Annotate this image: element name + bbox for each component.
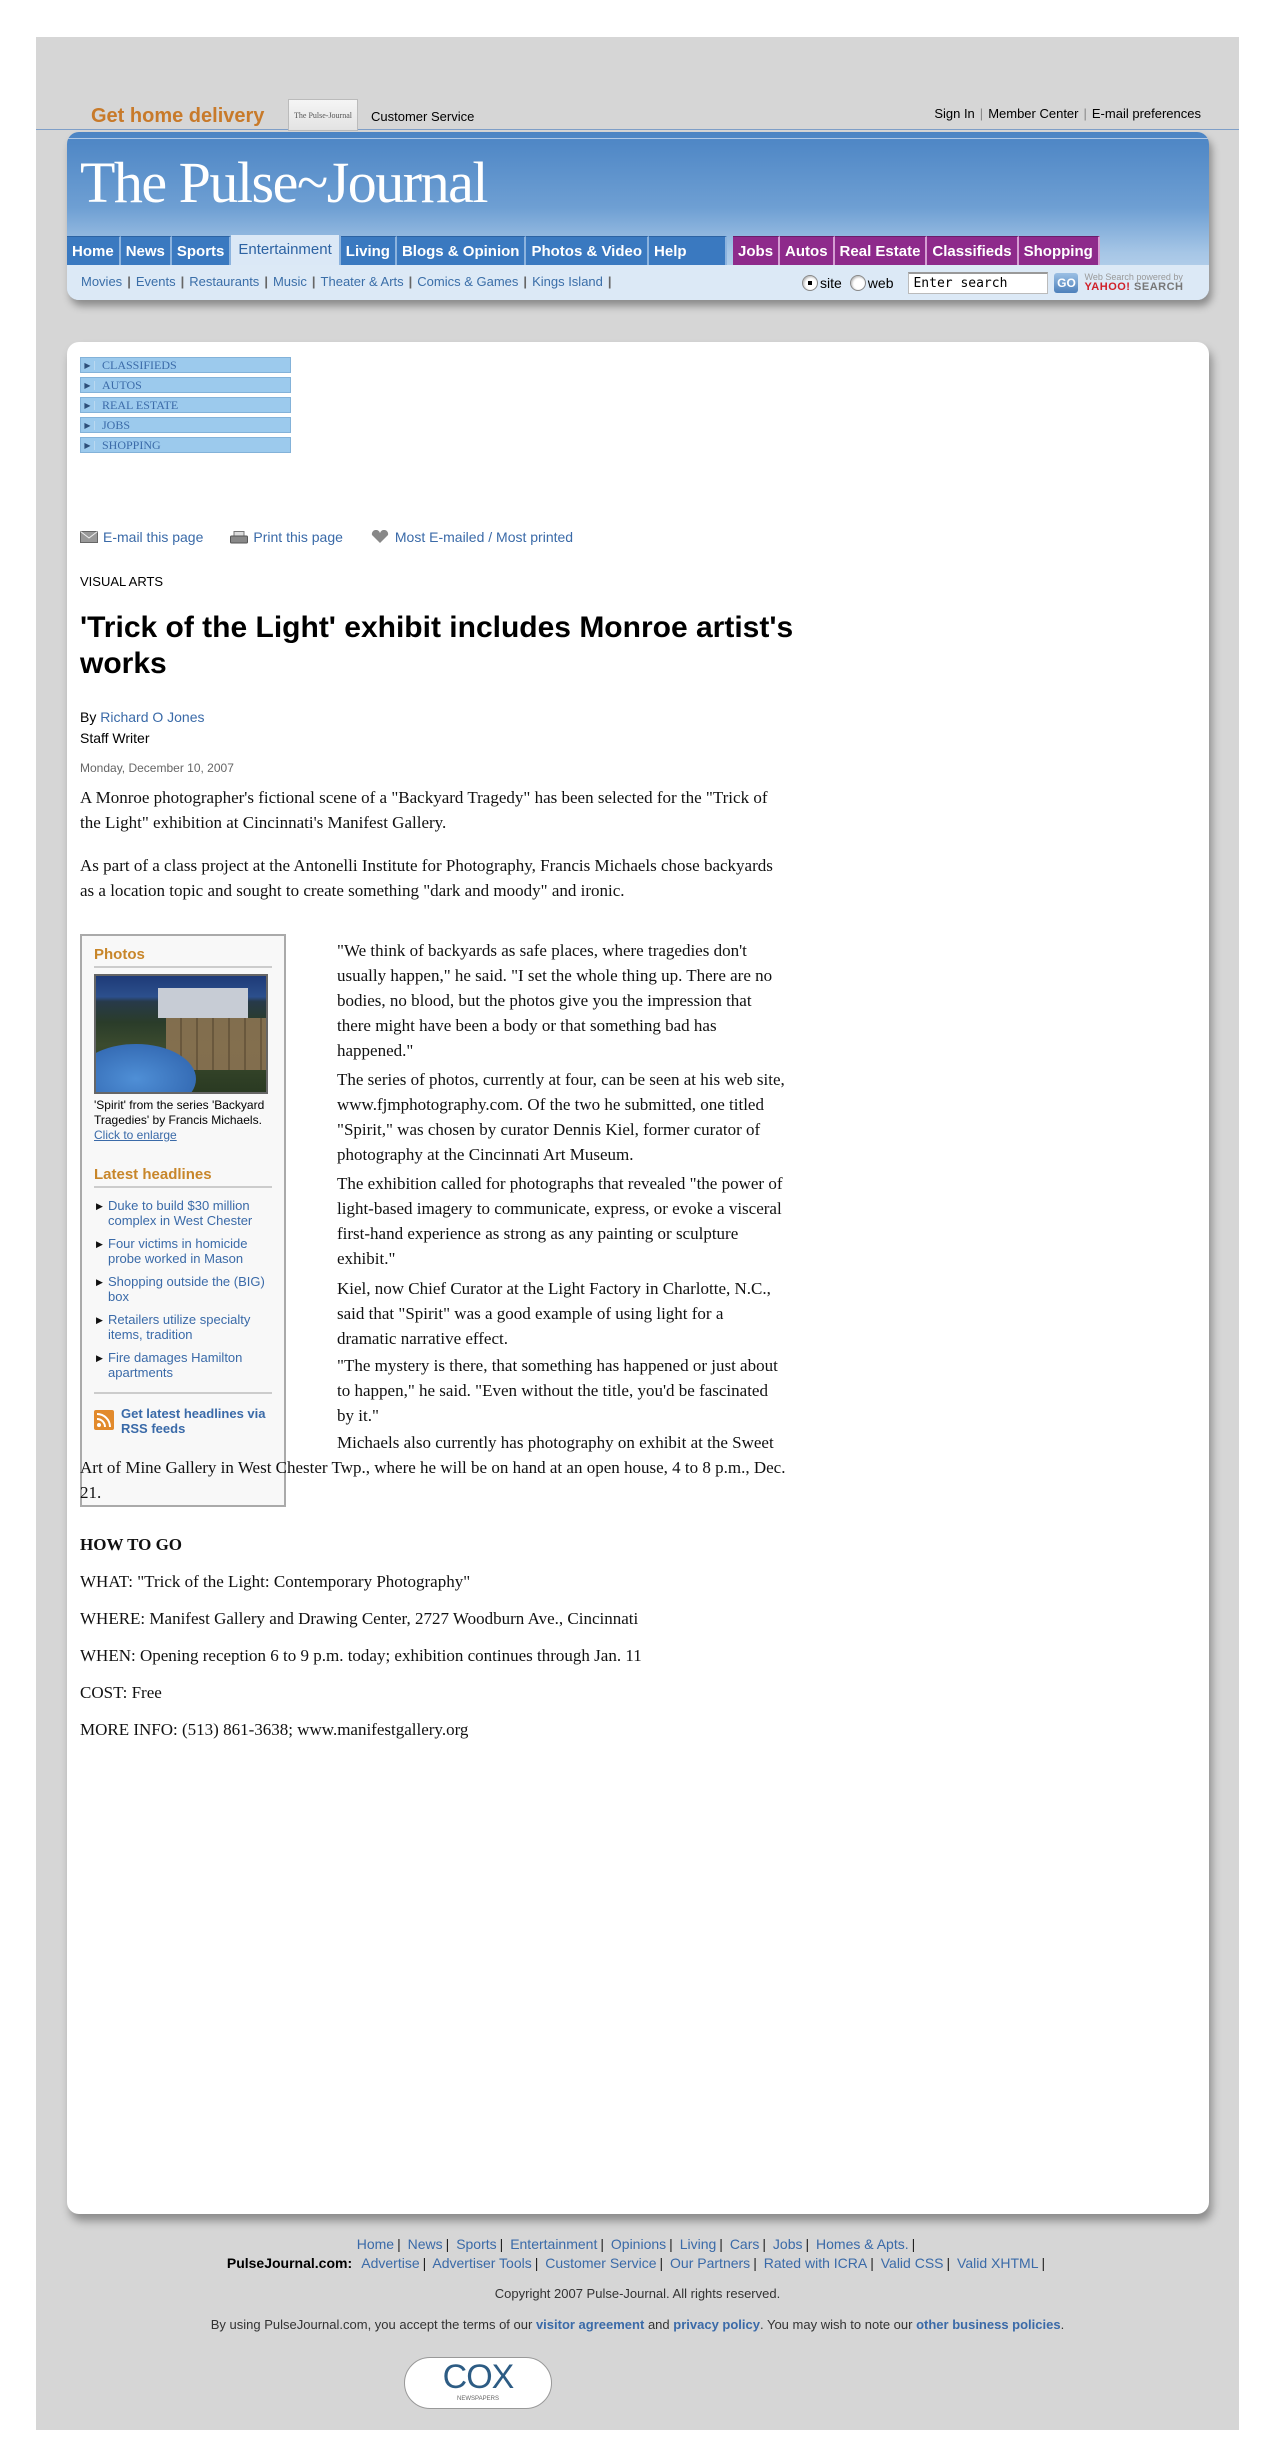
article-paragraph: The exhibition called for photographs that revealed "the power of light-based imagery to communicate, express, or evoke a visceral first-hand experience as strong as any painting or sculpture exhibit." — [337, 1174, 783, 1268]
article-sidebar — [80, 934, 286, 1507]
footer-row-sections: Home | News | Sports | Entertainment | Opinions | Living | Cars | Jobs | Homes & Apts. | — [356, 2236, 916, 2252]
rss-icon — [94, 1410, 114, 1430]
jobs-menu-item[interactable] — [80, 417, 291, 433]
nav-tab-blogs-opinion[interactable]: Blogs & Opinion — [397, 236, 527, 265]
article-date: Monday, December 10, 2007 — [80, 761, 234, 775]
cox-newspapers-logo[interactable] — [404, 2357, 552, 2409]
footer-link-customer-service[interactable]: Customer Service — [545, 2255, 657, 2271]
how-to-go-heading: HOW TO GO — [80, 1535, 183, 1554]
terms-text — [0, 2317, 1275, 2332]
article-tools — [80, 529, 600, 545]
search-input[interactable] — [908, 272, 1048, 294]
bullet-arrow-icon: ▶ — [96, 1277, 103, 1287]
bullet-arrow-icon: ▶ — [96, 1353, 103, 1363]
arrow-right-icon: ▶ — [81, 441, 95, 450]
subnav-theater-arts[interactable]: Theater & Arts — [320, 274, 404, 289]
yahoo-search-text: SEARCH — [1134, 281, 1184, 293]
page-frame — [36, 37, 1239, 2430]
terms-middle: . You may wish to note our — [759, 2317, 913, 2332]
menu-label: JOBS — [102, 417, 131, 432]
footer-link-living[interactable]: Living — [679, 2236, 717, 2252]
subnav-kings-island[interactable]: Kings Island — [532, 274, 603, 289]
footer-link-entertainment[interactable]: Entertainment — [510, 2236, 598, 2252]
article-paragraph: As part of a class project at the Antonelli Institute for Photography, Francis Michaels chose backyards as a location topic and sought to create something "dark and moody" and ironic. — [80, 856, 773, 900]
footer-link-cars[interactable]: Cars — [729, 2236, 760, 2252]
nav-tab-real-estate[interactable]: Real Estate — [835, 236, 928, 265]
envelope-icon — [80, 531, 98, 543]
subnav-music[interactable]: Music — [272, 274, 307, 289]
nav-tab-jobs[interactable]: Jobs — [733, 236, 780, 265]
how-to-go-more-info: MORE INFO: (513) 861-3638; www.manifestgallery.org — [80, 1720, 469, 1739]
powered-by-text: Web Search powered by — [1084, 272, 1183, 282]
footer-link-advertise[interactable]: Advertise — [361, 2255, 420, 2271]
nav-tab-shopping[interactable]: Shopping — [1019, 236, 1100, 265]
headline-item[interactable] — [94, 1236, 272, 1266]
photo-caption — [94, 1098, 272, 1143]
nav-tab-news[interactable]: News — [121, 236, 172, 265]
article-photo[interactable] — [94, 974, 268, 1094]
headline-link[interactable]: Retailers utilize specialty items, tradition — [108, 1312, 251, 1342]
arrow-right-icon: ▶ — [81, 361, 95, 370]
footer-link-our-partners[interactable]: Our Partners — [670, 2255, 751, 2271]
site-header — [67, 132, 1209, 300]
nav-tab-help[interactable]: Help — [649, 236, 727, 265]
email-page-link[interactable] — [80, 529, 203, 545]
enlarge-photo-link[interactable]: Click to enlarge — [94, 1128, 177, 1142]
newspaper-thumbnail[interactable]: The Pulse-Journal — [288, 99, 358, 131]
real-estate-menu-item[interactable] — [80, 397, 291, 413]
by-prefix: By — [80, 709, 97, 725]
sign-in-link[interactable]: Sign In — [934, 106, 975, 121]
footer-link-advertiser-tools[interactable]: Advertiser Tools — [432, 2255, 532, 2271]
sidebar-divider — [94, 1392, 272, 1394]
search-scope-web-radio[interactable] — [850, 275, 866, 291]
footer-link-home[interactable]: Home — [356, 2236, 395, 2252]
headline-link[interactable]: Four victims in homicide probe worked in Mason — [108, 1236, 248, 1266]
caption-text: 'Spirit' from the series 'Backyard Tragedies' by Francis Michaels. — [94, 1098, 265, 1127]
menu-label: SHOPPING — [102, 437, 161, 452]
classifieds-menu-item[interactable] — [80, 357, 291, 373]
byline — [80, 707, 205, 749]
footer-row-site: PulseJournal.com: Advertise | Advertiser Tools | Customer Service | Our Partners | Rated with ICRA | Valid CSS | Valid XHTML | — [226, 2255, 1046, 2271]
nav-tab-home[interactable]: Home — [67, 236, 121, 265]
search-form — [802, 271, 1184, 295]
how-to-go-when: WHEN: Opening reception 6 to 9 p.m. today; exhibition continues through Jan. 11 — [80, 1646, 642, 1665]
privacy-policy-link[interactable]: privacy policy — [673, 2317, 760, 2332]
yahoo-brand: YAHOO! — [1084, 281, 1131, 293]
footer-link-valid-xhtml[interactable]: Valid XHTML — [957, 2255, 1039, 2271]
terms-prefix: By using PulseJournal.com, you accept the terms of our — [210, 2317, 533, 2332]
terms-end: . — [1060, 2317, 1065, 2332]
utility-bar — [36, 37, 1239, 130]
headline-item[interactable] — [94, 1198, 272, 1228]
print-page-link[interactable] — [230, 529, 343, 545]
footer-site-label: PulseJournal.com: — [226, 2255, 353, 2271]
copyright-text: Copyright 2007 Pulse-Journal. All rights reserved. — [494, 2286, 781, 2301]
footer-link-homes-apts[interactable]: Homes & Apts. — [816, 2236, 909, 2252]
search-go-button[interactable]: GO — [1054, 273, 1078, 293]
menu-label: REAL ESTATE — [102, 397, 179, 412]
footer-link-sports[interactable]: Sports — [456, 2236, 497, 2252]
article-headline: 'Trick of the Light' exhibit includes Monroe artist's works — [80, 611, 794, 680]
headline-link[interactable]: Fire damages Hamilton apartments — [108, 1350, 243, 1380]
nav-tab-photos-video[interactable]: Photos & Video — [526, 236, 649, 265]
photos-heading: Photos — [94, 946, 272, 968]
other-business-policies-link[interactable]: other business policies — [916, 2317, 1061, 2332]
article-paragraph: The series of photos, currently at four, can be seen at his web site, www.fjmphotography.com. Of the two he submitted, one titled "Spirit," was chosen by curator Dennis Kiel, former curator of photography at the Cincinnati Art Museum. — [337, 1070, 785, 1164]
classifieds-menu — [80, 357, 291, 457]
bullet-arrow-icon: ▶ — [96, 1201, 103, 1211]
headline-item[interactable] — [94, 1312, 272, 1342]
site-logo[interactable]: The Pulse~Journal — [80, 150, 487, 215]
section-label: VISUAL ARTS — [80, 574, 164, 589]
account-links: Sign In | Member Center | E-mail preferences — [934, 106, 1201, 121]
headline-item[interactable] — [94, 1350, 272, 1380]
arrow-right-icon: ▶ — [81, 401, 95, 410]
article-paragraph: A Monroe photographer's fictional scene of a "Backyard Tragedy" has been selected for the "Trick of the Light" exhibition at Cincinnati's Manifest Gallery. — [80, 788, 768, 832]
subnav-events[interactable]: Events — [135, 274, 176, 289]
email-page-label: E-mail this page — [103, 529, 204, 545]
how-to-go-cost: COST: Free — [80, 1683, 162, 1702]
headline-item[interactable] — [94, 1274, 272, 1304]
how-to-go-what: WHAT: "Trick of the Light: Contemporary Photography" — [80, 1572, 471, 1591]
footer-link-jobs[interactable]: Jobs — [772, 2236, 803, 2252]
content-panel — [67, 342, 1209, 2214]
email-preferences-link[interactable]: E-mail preferences — [1091, 106, 1201, 121]
subnav-comics-games[interactable]: Comics & Games — [417, 274, 519, 289]
site-radio-label: site — [820, 275, 842, 291]
arrow-right-icon: ▶ — [81, 381, 95, 390]
web-radio-label: web — [867, 275, 894, 291]
cox-logo-text: COX — [442, 2358, 514, 2396]
customer-service-link[interactable]: Customer Service — [371, 109, 475, 124]
subnav-movies[interactable]: Movies — [81, 274, 123, 289]
yahoo-search-badge — [1084, 273, 1183, 293]
footer-link-icra[interactable]: Rated with ICRA — [763, 2255, 868, 2271]
cox-logo-subtext: NEWSPAPERS — [457, 2396, 499, 2402]
footer-link-news[interactable]: News — [407, 2236, 443, 2252]
author-link[interactable]: Richard O Jones — [100, 709, 205, 725]
rss-label: Get latest headlines via RSS feeds — [121, 1406, 266, 1436]
how-to-go-box — [80, 1532, 800, 1754]
terms-and: and — [647, 2317, 670, 2332]
article-paragraph: "We think of backyards as safe places, where tragedies don't usually happen," he said. "I set the whole thing up. There are no bodies, no blood, but the photos give you the impression that there might have been a body or that something bad has happened." — [337, 941, 773, 1060]
article-paragraph: Michaels also currently has photography on exhibit at the Sweet Art of Mine Gallery in West Chester Twp., where he will be on hand at an open house, 4 to 8 p.m., Dec. 21. — [80, 1433, 786, 1502]
nav-tab-classifieds[interactable]: Classifieds — [927, 236, 1018, 265]
footer-links — [0, 2236, 1275, 2274]
article-paragraph: Kiel, now Chief Curator at the Light Factory in Charlotte, N.C., said that "Spirit" was a good example of using light for a dramatic narrative effect. — [337, 1279, 771, 1348]
shopping-menu-item[interactable] — [80, 437, 291, 453]
menu-label: CLASSIFIEDS — [102, 357, 177, 372]
printer-icon — [230, 531, 248, 544]
home-delivery-link[interactable]: Get home delivery — [91, 105, 265, 127]
heart-icon — [370, 530, 390, 544]
latest-headlines-heading: Latest headlines — [94, 1166, 272, 1188]
nav-tab-autos[interactable]: Autos — [780, 236, 835, 265]
bullet-arrow-icon: ▶ — [96, 1315, 103, 1325]
bullet-arrow-icon: ▶ — [96, 1239, 103, 1249]
headline-link[interactable]: Shopping outside the (BIG) box — [108, 1274, 265, 1304]
print-page-label: Print this page — [253, 529, 343, 545]
footer-link-opinions[interactable]: Opinions — [610, 2236, 667, 2252]
author-title: Staff Writer — [80, 730, 150, 746]
menu-label: AUTOS — [102, 377, 142, 392]
nav-tab-sports[interactable]: Sports — [172, 236, 232, 265]
footer-link-valid-css[interactable]: Valid CSS — [880, 2255, 944, 2271]
autos-menu-item[interactable] — [80, 377, 291, 393]
arrow-right-icon: ▶ — [81, 421, 95, 430]
search-scope-site-radio[interactable] — [802, 275, 818, 291]
main-nav — [67, 236, 1100, 265]
headline-link[interactable]: Duke to build $30 million complex in West Chester — [108, 1198, 253, 1228]
latest-headlines-list — [94, 1198, 272, 1380]
visitor-agreement-link[interactable]: visitor agreement — [535, 2317, 645, 2332]
member-center-link[interactable]: Member Center — [988, 106, 1079, 121]
most-emailed-link[interactable] — [370, 529, 573, 545]
subnav-restaurants[interactable]: Restaurants — [189, 274, 260, 289]
nav-tab-living[interactable]: Living — [341, 236, 397, 265]
how-to-go-where: WHERE: Manifest Gallery and Drawing Center, 2727 Woodburn Ave., Cincinnati — [80, 1609, 639, 1628]
sub-nav: Movies | Events | Restaurants | Music | Theater & Arts | Comics & Games | Kings Island | site web Enter search GO Web Search powered by YAHOO! SEARCH — [67, 265, 1209, 300]
most-emailed-label: Most E-mailed / Most printed — [394, 529, 574, 545]
article-paragraph: "The mystery is there, that something has happened or just about to happen," he said. "Even without the title, you'd be fascinated by it." — [337, 1356, 778, 1425]
nav-tab-entertainment[interactable]: Entertainment — [231, 235, 340, 265]
